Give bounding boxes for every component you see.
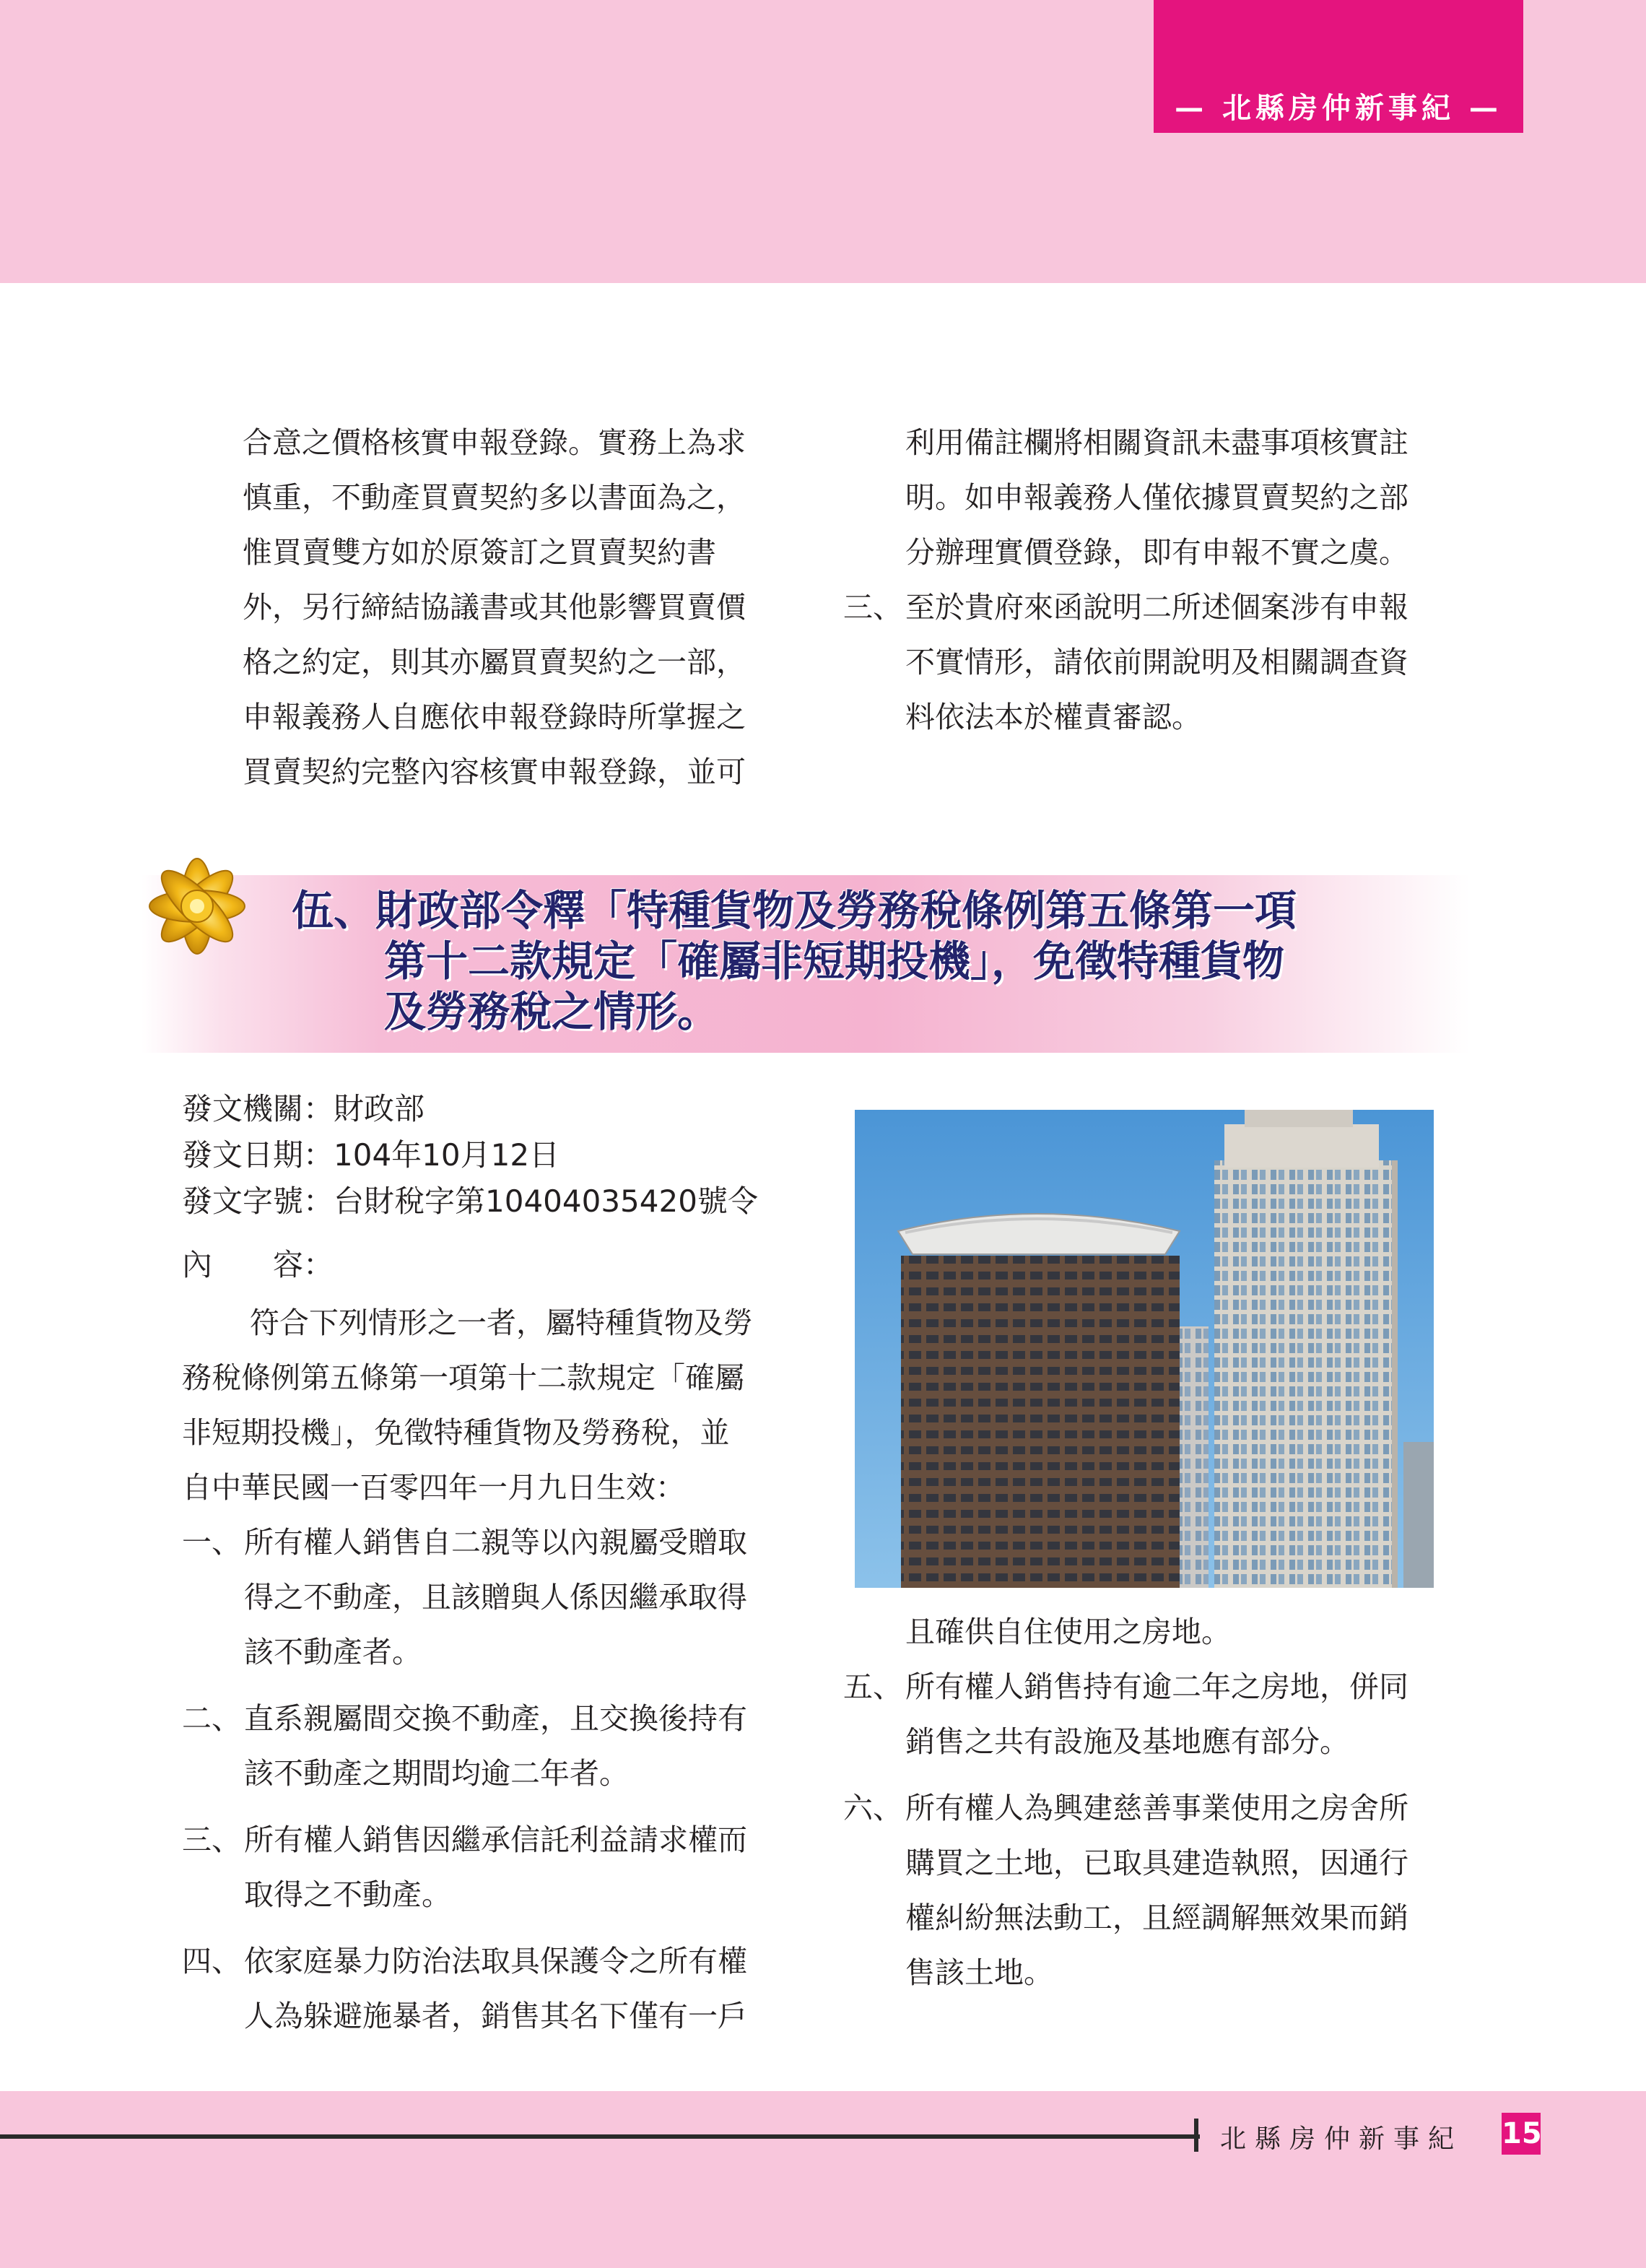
text-line: 格之約定，則其亦屬買賣契約之一部， xyxy=(243,645,746,679)
list-item xyxy=(182,1691,753,1746)
text-line: 該不動產之期間均逾二年者。 xyxy=(244,1756,629,1791)
list-item xyxy=(843,580,1408,635)
heading-line: 第十二款規定「確屬非短期投機」，免徵特種貨物 xyxy=(384,937,1285,986)
list-item xyxy=(182,1812,753,1867)
text-line: 分辦理實價登錄，即有申報不實之虞。 xyxy=(905,535,1408,570)
content-label: 內 容： xyxy=(182,1247,334,1282)
item-number: 二、 xyxy=(182,1701,241,1736)
text-line: 且確供自住使用之房地。 xyxy=(905,1615,1231,1649)
body-left-column xyxy=(182,1295,753,2043)
text-line: 取得之不動產。 xyxy=(244,1877,451,1912)
text-line: 至於貴府來函說明二所述個案涉有申報 xyxy=(905,590,1408,625)
text-line: 料依法本於權責審認。 xyxy=(905,700,1201,734)
text-line: 售該土地。 xyxy=(905,1955,1053,1990)
footer-rule xyxy=(0,2134,1200,2139)
section-heading xyxy=(292,885,1297,1037)
text-line: 購買之土地，已取具建造執照，因通行 xyxy=(905,1846,1408,1880)
body-right-column xyxy=(843,1604,1408,2000)
item-number: 一、 xyxy=(182,1525,241,1560)
text-line: 人為躲避施暴者，銷售其名下僅有一戶 xyxy=(244,1999,747,2033)
issue-date: 發文日期：104年10月12日 xyxy=(182,1137,560,1173)
item-number: 三、 xyxy=(182,1822,241,1857)
item-number: 三、 xyxy=(843,590,902,625)
magazine-title: — 北縣房仲新事紀 — xyxy=(1175,92,1502,125)
text-line: 明。如申報義務人僅依據買賣契約之部 xyxy=(905,480,1408,515)
page-number: 15 xyxy=(1502,2113,1541,2155)
text-line: 得之不動產，且該贈與人係因繼承取得 xyxy=(244,1580,747,1615)
text-line: 外，另行締結協議書或其他影響買賣價 xyxy=(243,590,746,625)
heading-line: 伍、財政部令釋「特種貨物及勞務稅條例第五條第一項 xyxy=(292,886,1297,935)
text-line: 所有權人為興建慈善事業使用之房舍所 xyxy=(905,1791,1408,1825)
list-item xyxy=(182,1934,753,1989)
footer-title: 北縣房仲新事紀 xyxy=(1220,2124,1463,2154)
text-line: 該不動產者。 xyxy=(244,1635,422,1669)
item-number: 五、 xyxy=(843,1669,902,1704)
text-line: 惟買賣雙方如於原簽訂之買賣契約書 xyxy=(243,535,716,570)
text-line: 所有權人銷售自二親等以內親屬受贈取 xyxy=(244,1525,747,1560)
top-left-column xyxy=(243,415,746,799)
list-item xyxy=(843,1659,1408,1714)
text-line: 所有權人銷售持有逾二年之房地，併同 xyxy=(905,1669,1408,1704)
paragraph-line: 符合下列情形之一者，屬特種貨物及勞 xyxy=(250,1305,753,1340)
text-line: 買賣契約完整內容核實申報登錄，並可 xyxy=(243,755,746,789)
heading-line: 及勞務稅之情形。 xyxy=(384,987,720,1036)
footer-rule-tick xyxy=(1194,2119,1198,2152)
text-line: 銷售之共有設施及基地應有部分。 xyxy=(905,1724,1349,1759)
text-line: 申報義務人自應依申報登錄時所掌握之 xyxy=(243,700,746,734)
text-line: 權糾紛無法動工，且經調解無效果而銷 xyxy=(905,1900,1408,1935)
top-right-column xyxy=(843,415,1408,744)
paragraph-line: 自中華民國一百零四年一月九日生效： xyxy=(182,1470,685,1505)
document-meta xyxy=(182,1086,758,1288)
footer-band xyxy=(0,2091,1646,2268)
paragraph-line: 務稅條例第五條第一項第十二款規定「確屬 xyxy=(182,1360,744,1395)
list-item xyxy=(843,1781,1408,1835)
text-line: 直系親屬間交換不動產，且交換後持有 xyxy=(244,1701,747,1736)
building-photo xyxy=(855,1110,1434,1588)
issuing-agency: 發文機關：財政部 xyxy=(182,1091,425,1126)
text-line: 不實情形，請依前開說明及相關調查資 xyxy=(905,645,1408,679)
paragraph-line: 非短期投機」，免徵特種貨物及勞務稅，並 xyxy=(182,1415,730,1450)
text-line: 依家庭暴力防治法取具保護令之所有權 xyxy=(244,1944,747,1978)
text-line: 所有權人銷售因繼承信託利益請求權而 xyxy=(244,1822,747,1857)
item-number: 四、 xyxy=(182,1944,241,1978)
item-number: 六、 xyxy=(843,1791,902,1825)
text-line: 慎重，不動產買賣契約多以書面為之， xyxy=(243,480,746,515)
document-number: 發文字號：台財稅字第10404035420號令 xyxy=(182,1183,758,1219)
text-line: 合意之價格核實申報登錄。實務上為求 xyxy=(243,425,746,460)
magazine-tab xyxy=(1154,0,1523,133)
text-line: 利用備註欄將相關資訊未盡事項核實註 xyxy=(905,425,1408,460)
gift-bow-icon xyxy=(136,845,258,968)
list-item xyxy=(182,1515,753,1570)
